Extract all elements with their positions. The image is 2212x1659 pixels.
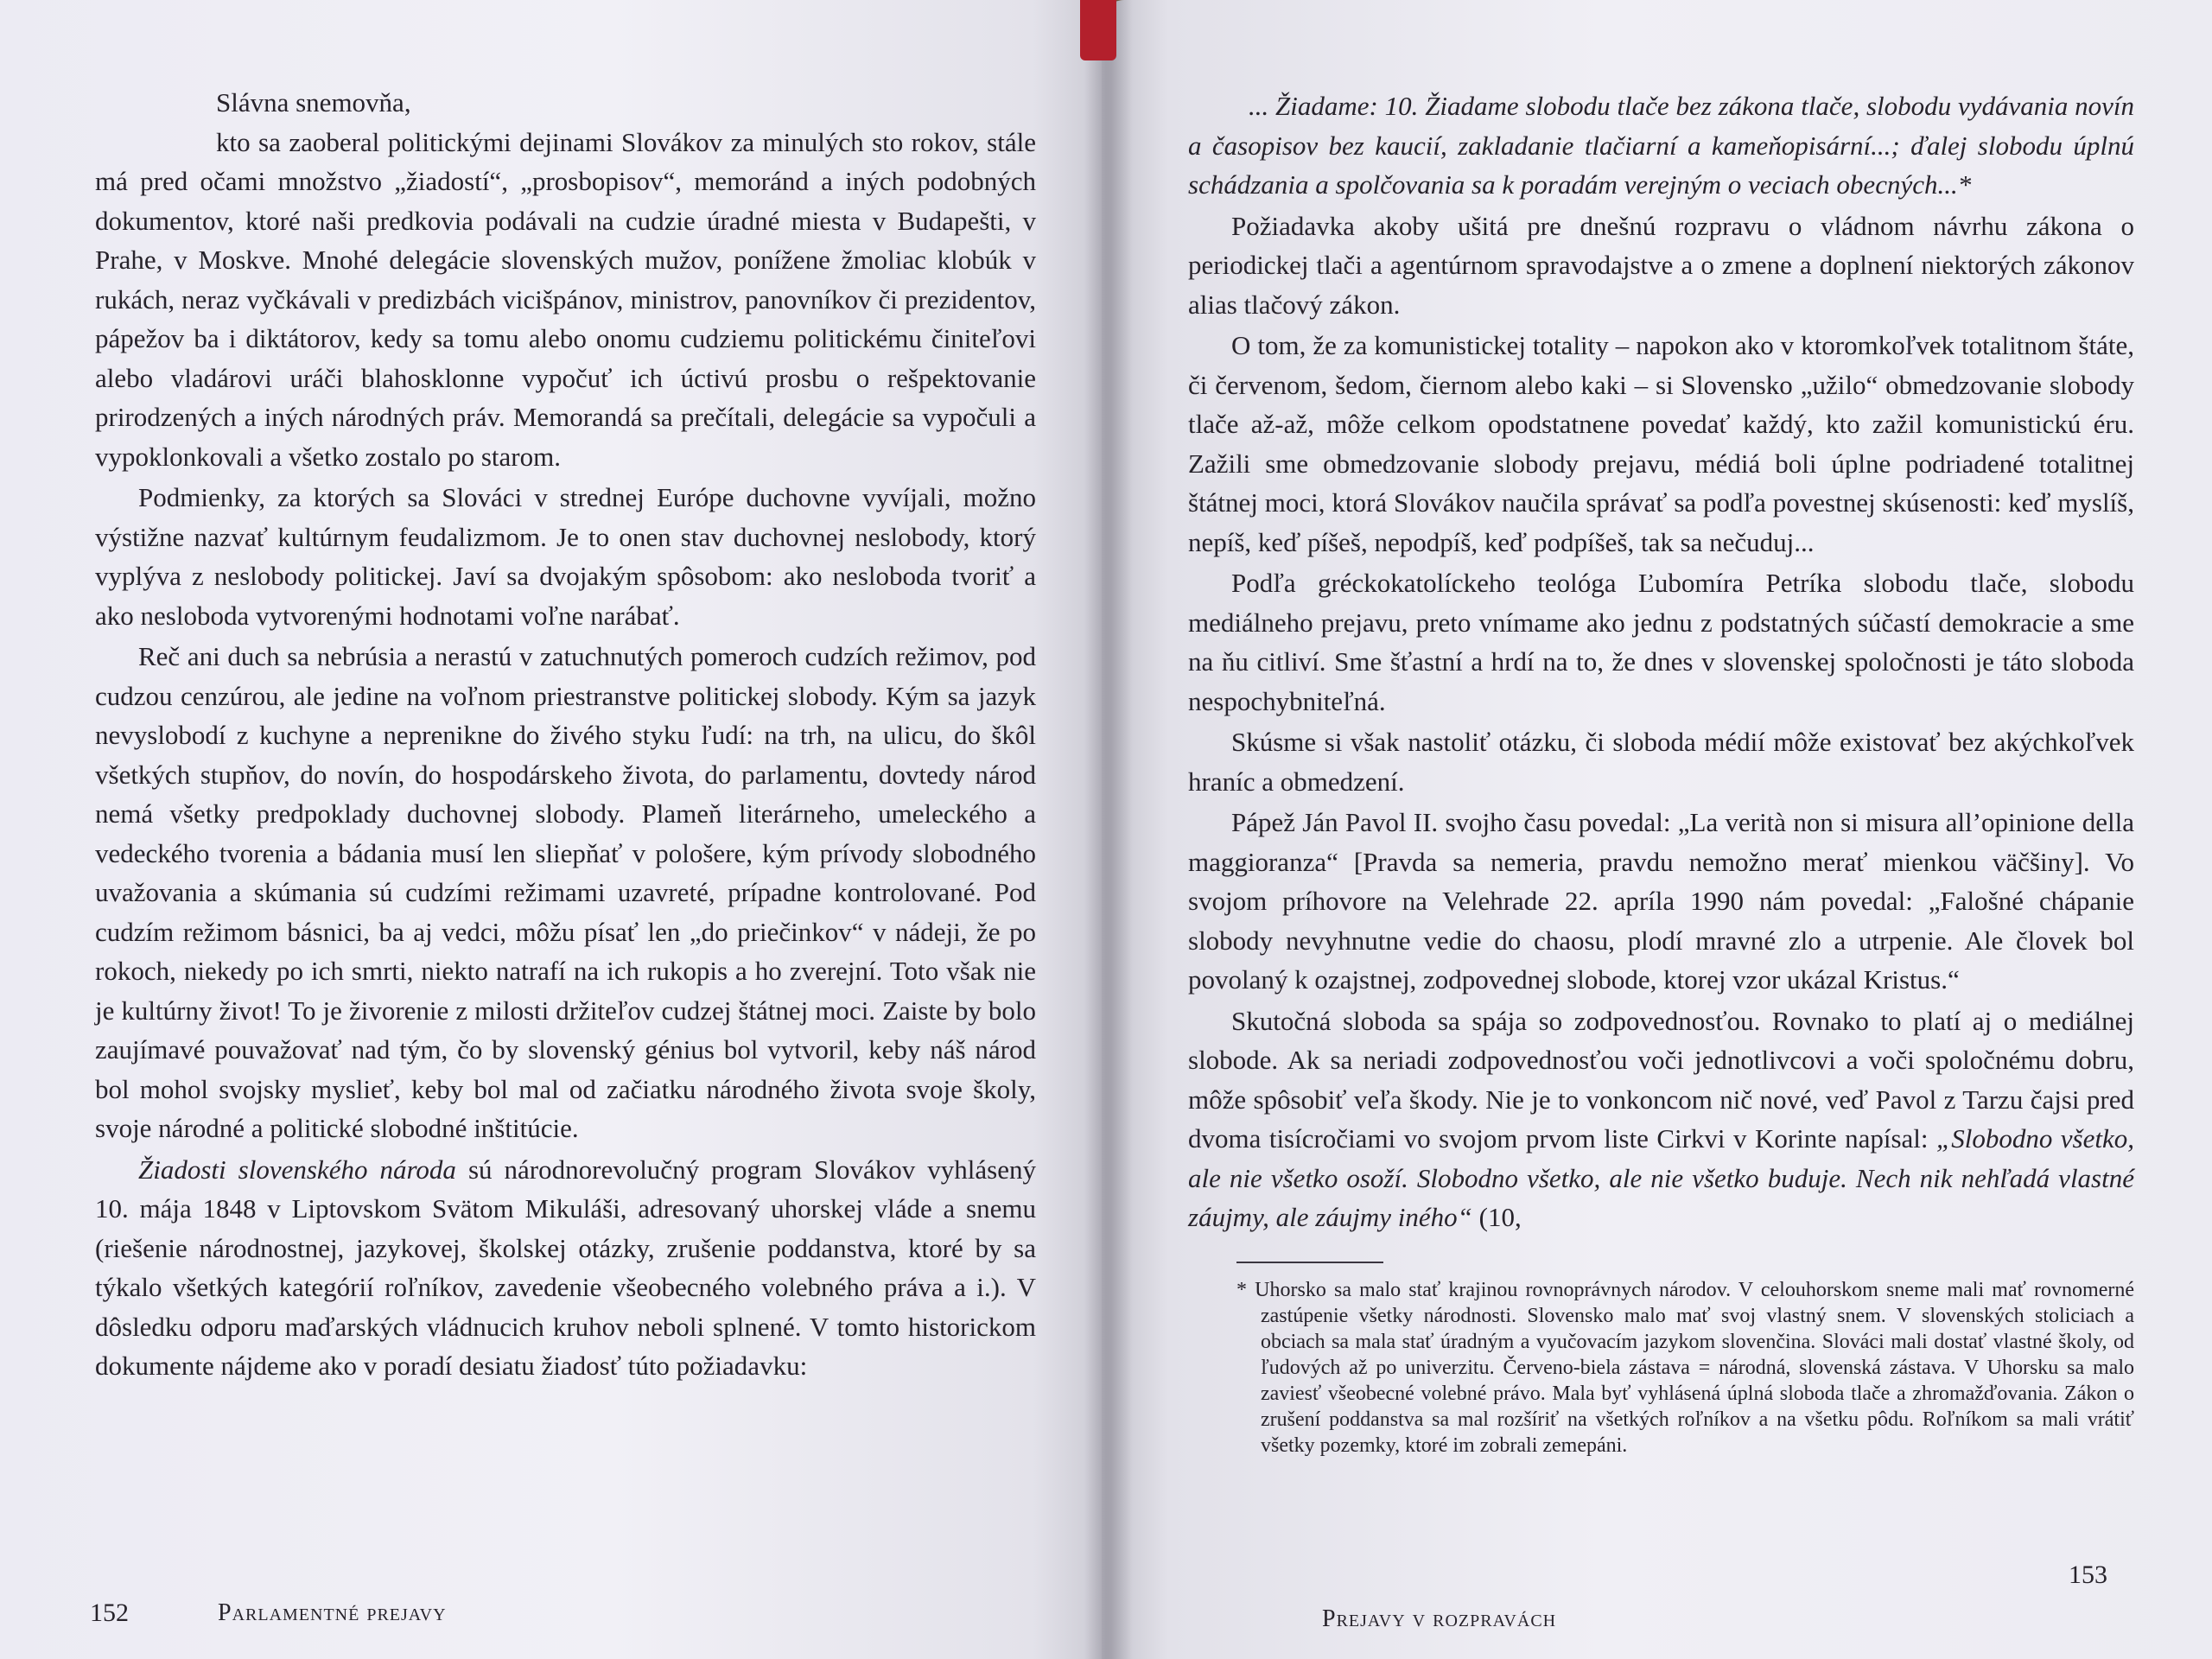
paragraph-3: Reč ani duch sa nebrúsia a nerastú v zatuchnutých pomeroch cudzích režimov, pod cudzou cenzúrou, ale jedine na voľnom priestranstve politickej slobody. Kým sa jazyk nevyslobodí z kuchyne a neprenikne do živého styku ľudí: na trh, na ulicu, do škôl všetkých stupňov, do novín, do hospodárskeho života, do parlamentu, dovtedy národ nemá všetky predpoklady duchovnej slobody. Plameň literárneho, umeleckého a vedeckého tvorenia a bádania musí len sliepňať v pološere, kým prívody slobodného uvažovania a skúmania sú cudzími režimami uzavreté, prípadne kontrolované. Pod cudzím režimom básnici, ba aj vedci, môžu písať len „do priečinkov“ v nádeji, že po rokoch, niekedy po ich smrti, niekto natrafí na ich rukopis a ho zverejní. Toto však nie je kultúrny život! To je živorenie z milosti držiteľov cudzej štátnej moci. Zaiste by bolo zaujímavé pouvažovať nad tým, čo by slovenský génius bol vytvoril, keby náš národ bol mohol svojsky myslieť, keby bol mal od začiatku národného života svoje školy, svoje národné a politické slobodné inštitúcie. — [95, 641, 1036, 1143]
paragraph-r5: Pápež Ján Pavol II. svojho času povedal: „La verità non si misura all’opinione della maggioranza“ [Pravda sa nemeria, pravdu nemožno merať mienkou väčšiny]. Vo svojom príhovore na Velehrade 22. apríla 1990 nám povedal: „Falošné chápanie slobody nevyhnutne vedie do chaosu, plodí mravné zlo a utrpenie. Ale človek bol povolaný k ozajstnej, zodpovednej slobode, ktorej vzor ukázal Kristus.“ — [1188, 807, 2134, 995]
paragraph-r3: Podľa gréckokatolíckeho teológa Ľubomíra Petríka slobodu tlače, slobodu mediálneho prejavu, preto vnímame ako jednu z podstatných súčastí demokracie a sme na ňu citliví. Sme šťastní a hrdí na to, že dnes v slovenskej spoločnosti je táto sloboda nespochybniteľná. — [1188, 568, 2134, 716]
paragraph-2: Podmienky, za ktorých sa Slováci v strednej Európe duchovne vyvíjali, možno výstižne nazvať kultúrnym feudalizmom. Je to onen stav duchovnej neslobody, ktorý vyplýva z neslobody politickej. Javí sa dvojakým spôsobom: ako nesloboda tvoriť a ako nesloboda vytvorenými hodnotami voľne narábať. — [95, 482, 1036, 631]
paragraph-4-text: sú národnorevolučný program Slovákov vyhlásený 10. mája 1848 v Liptovskom Svätom Mikuláši, adresovaný uhorskej vláde a snemu (riešenie národnostnej, jazykovej, školskej otázky, zrušenie poddanstva, ktoré by sa týkalo všetkých kategórií roľníkov, zavedenie všeobecného volebného práva a i.). V dôsledku odporu maďarských vládnucich kruhov neboli splnené. V tomto historickom dokumente nájdeme ako v poradí desiatu žiadosť túto požiadavku: — [95, 1154, 1036, 1381]
bookmark-ribbon — [1080, 0, 1116, 60]
paragraph-r1: Požiadavka akoby ušitá pre dnešnú rozpravu o vládnom návrhu zákona o periodickej tlači a agentúrnom spravodajstve a o zmene a doplnení niektorých zákonov alias tlačový zákon. — [1188, 210, 2134, 320]
footnote: * Uhorsko sa malo stať krajinou rovnoprávnych národov. V celouhorskom sneme mali mať rovnomerné zastúpenie všetky národnosti. Slovensko malo mať svoj vlastný snem. V slovenských stoliciach a obciach sa mala stať úradným a vyučovacím jazykom slovenčina. Slováci mali dostať vlastné školy, od ľudových až po univerzitu. Červeno-biela zástava = národná, slovenská zástava. V Uhorsku sa malo zaviesť všeobecné volebné právo. Mala byť vyhlásená úplná sloboda tlače a zhromažďovania. Zákon o zrušení poddanstva sa mal rozšíriť na všetkých roľníkov a na všetku pôdu. Roľníkom sa mali vrátiť všetky pozemky, ktoré im zobrali zemepáni. — [1236, 1278, 2134, 1457]
paragraph-r6-text: Skutočná sloboda sa spája so zodpovednosťou. Rovnako to platí aj o mediálnej slobode. Ak sa neriadi zodpovednosťou voči jednotlivcovi a voči spoločnému dobru, môže spôsobiť veľa škody. Nie je to vonkoncom nič nové, veď Pavol z Tarzu čajsi pred dvoma tisícročiami vo svojom prvom liste Cirkvi v Korinte napísal: — [1188, 1005, 2134, 1154]
page-number-left: 152 — [90, 1599, 129, 1627]
book-gutter — [1084, 0, 1133, 1659]
salutation: Slávna snemovňa, — [216, 87, 411, 118]
paragraph-r4: Skúsme si však nastoliť otázku, či sloboda médií môže existovať bez akýchkoľvek hraníc a obmedzení. — [1188, 727, 2134, 797]
paragraph-r6-end: (10, — [1471, 1202, 1522, 1232]
paragraph-4 — [95, 1150, 1036, 1386]
paragraph-r6-quote: „Slobodno všetko, ale nie všetko osoží. Slobodno všetko, ale nie všetko buduje. Nech nik nehľadá vlastné záujmy, ale záujmy iného“ — [1188, 1123, 2134, 1232]
quoted-demand: ... Žiadame: 10. Žiadame slobodu tlače bez zákona tlače, slobodu vydávania novín a časopisov bez kaucií, zakladanie tlačiarní a kameňopisární...; ďalej slobodu úplnú schádzania a spolčovania sa k poradám verejným o veciach obecných...* — [1188, 91, 2134, 200]
document-title-italic: Žiadosti slovenského národa — [138, 1154, 456, 1185]
footnote-divider — [1236, 1262, 1383, 1263]
page-number-right: 153 — [2069, 1560, 2107, 1589]
right-page — [1102, 0, 2212, 1659]
paragraph-r6 — [1188, 1001, 2134, 1237]
paragraph-1: kto sa zaoberal politickými dejinami Slovákov za minulých sto rokov, stále má pred očami množstvo „žiadostí“, „prosbopisov“, memoránd a iných podobných dokumentov, ktoré naši predkovia podávali na cudzie úradné miesta v Budapešti, v Prahe, v Moskve. Mnohé delegácie slovenských mužov, ponížene žmoliac klobúk v rukách, neraz vyčkávali v predizbách vicišpánov, ministrov, panovníkov či prezidentov, pápežov ba i diktátorov, kedy sa tomu alebo onomu cudziemu politickému činiteľovi alebo vladárovi uráči blahosklonne vypočuť ich úctivú prosbu o rešpektovanie prirodzených a iných národných práv. Memorandá sa prečítali, delegácie sa vypočuli a vypoklonkovali a všetko zostalo po starom. — [95, 126, 1036, 472]
paragraph-r2: O tom, že za komunistickej totality – napokon ako v ktoromkoľvek totalitnom štáte, či červenom, šedom, čiernom alebo kaki – si Slovensko „užilo“ obmedzovanie slobody tlače až-až, môže celkom opodstatnene povedať každý, kto zažil komunistickú éru. Zažili sme obmedzovanie slobody prejavu, médiá boli úplne podriadené totalitnej štátnej moci, ktorá Slovákov naučila správať sa podľa povestnej skúsenosti: keď myslíš, nepíš, keď píšeš, nepodpíš, keď podpíšeš, tak sa nečuduj... — [1188, 330, 2134, 557]
running-head-right: Prejavy v rozpravách — [1322, 1605, 1557, 1632]
running-head-left: Parlamentné prejavy — [218, 1599, 447, 1626]
